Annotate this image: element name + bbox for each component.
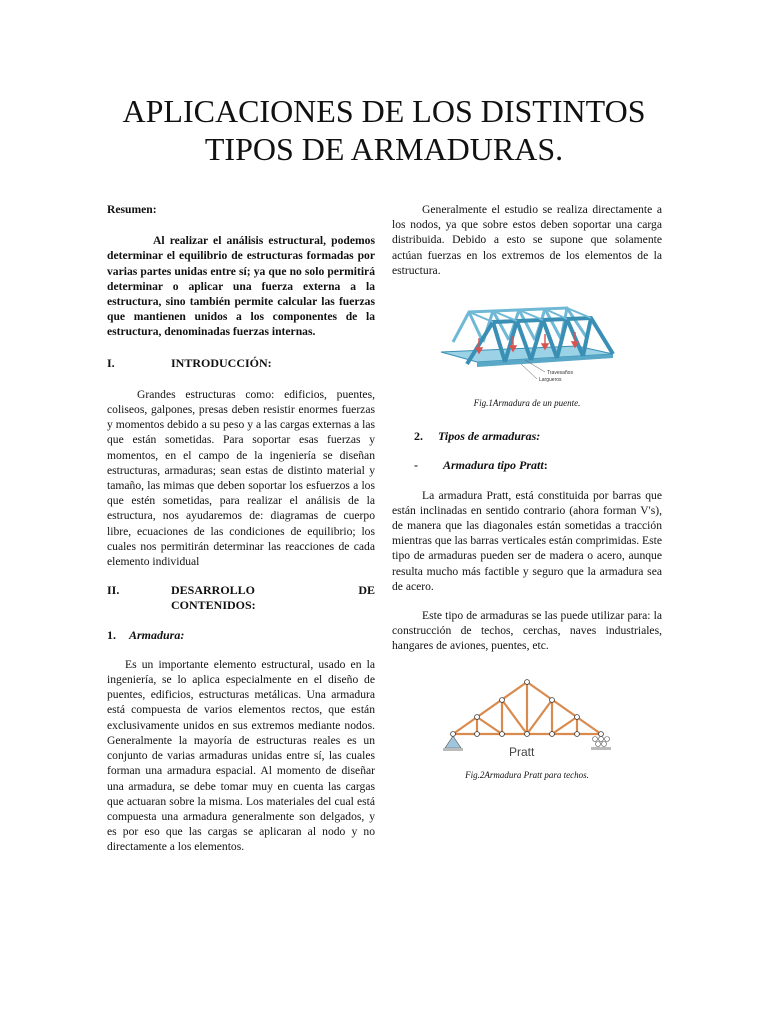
introduccion-paragraph: Grandes estructuras como: edificios, puentes, coliseos, galpones, presas deben resistir enormes fuerzas y momentos debido a su peso y a las cargas externas a las que están sometidas. Para soportar esas fuerzas y momentos, en el campo de la ingeniería se diseñan estructuras, armaduras; sean estas de distinto material y tamaño, las mimas que deben soportar los esfuerzos a los que estén sometidas, para realizar el análisis de la estructura, nos ayudaremos de: diagramas de cuerpo libre, ecuaciones de las condiciones de equilibrio; los cuales nos permitirán determinar las reacciones de cada elemento individual — [107, 387, 375, 569]
title-line-2: TIPOS DE ARMADURAS. — [204, 131, 564, 167]
pratt-members — [453, 682, 601, 734]
figure-2-caption: Fig.2Armadura Pratt para techos. — [465, 769, 589, 780]
ground-right — [591, 747, 611, 750]
section-title-part: DESARROLLO — [171, 583, 256, 598]
subsection-title-colon: : — [543, 458, 548, 473]
subsection-heading-tipos — [392, 429, 662, 444]
subsection-number: 1. — [107, 627, 116, 642]
paper-title — [60, 92, 708, 168]
figure-1-caption: Fig.1Armadura de un puente. — [473, 398, 581, 409]
nodos-paragraph: Generalmente el estudio se realiza directamente a los nodos, ya que sobre estos deben soportar una carga distribuida. Debido a esto se supone que solamente actúan fuerzas en los extremos de los elementos de la estructura. — [392, 203, 662, 277]
section-number: II. — [107, 583, 120, 598]
left-column — [107, 202, 375, 855]
right-column — [392, 202, 662, 783]
subsection-heading-pratt — [392, 458, 662, 473]
pratt-truss-figure — [437, 672, 617, 762]
abstract-label: Resumen: — [107, 203, 157, 216]
label-largueros: Largueros — [539, 377, 562, 384]
ground-left — [443, 748, 463, 751]
section-heading-introduccion — [107, 356, 375, 371]
section-title-part: DE — [358, 583, 375, 598]
roller-support — [593, 736, 610, 746]
pratt-label: Pratt — [509, 744, 535, 759]
section-title-part: CONTENIDOS: — [171, 598, 256, 613]
pin-support — [445, 736, 461, 748]
section-title: INTRODUCCIÓN: — [171, 355, 272, 370]
subsection-title: Armadura: — [129, 627, 185, 642]
subsection-title: Armadura tipo Pratt — [443, 458, 544, 473]
uses-paragraph: Este tipo de armaduras se las puede utilizar para: la construcción de techos, cerchas, naves industriales, hangares de aviones, puentes, etc. — [392, 609, 662, 653]
title-line-1: APLICACIONES DE LOS DISTINTOS — [122, 93, 646, 129]
armadura-paragraph: Es un importante elemento estructural, usado en la ingeniería, se lo aplica especialmente en el diseño de puentes, edificios, estructuras metálicas. Una armadura está compuesta de varios elementos rectos, que están exclusivamente unidos en sus extremos mediante nodos. Generalmente la mayoría de estructuras reales es un conjunto de varias armaduras unidas entre sí, las cuales forman una armadura espacial. Al momento de diseñar una armadura, se debe tomar muy en cuenta las cargas que actuaran sobre la misma. Los materiales del cual está compuesta una armadura generalmente son delgados, y es por eso que las cargas se aplicaran al nodo y no directamente a los elementos. — [107, 657, 375, 854]
subsection-number: 2. — [414, 429, 423, 444]
subsection-title: Tipos de armaduras: — [438, 429, 541, 444]
subsection-heading-armadura — [107, 628, 375, 643]
section-number: I. — [107, 355, 115, 370]
abstract-text: Al realizar el análisis estructural, podemos determinar el equilibrio de estructuras formadas por varias partes unidas entre sí; ya que no solo permitirá determinar o aplicar una fuerza externa a la estructura, sino también permite calcular las fuerzas que mantienen unidos a los componentes de la estructura, denominadas fuerzas internas. — [107, 234, 375, 339]
section-heading-desarrollo — [107, 583, 375, 613]
label-travesanos: Travesaños — [547, 370, 573, 377]
list-dash: - — [414, 458, 418, 473]
pratt-paragraph: La armadura Pratt, está constituida por barras que están inclinadas en sentido contrario (ahora forman V's), de manera que las diagonales están sometidas a tracción mientras que las barras verticales están comprimidas. Este tipo de armaduras pueden ser de madera o acero, aunque resulta mucho más factible y seguro que la armadura sea de acero. — [392, 488, 662, 593]
bridge-truss-figure — [427, 290, 627, 390]
